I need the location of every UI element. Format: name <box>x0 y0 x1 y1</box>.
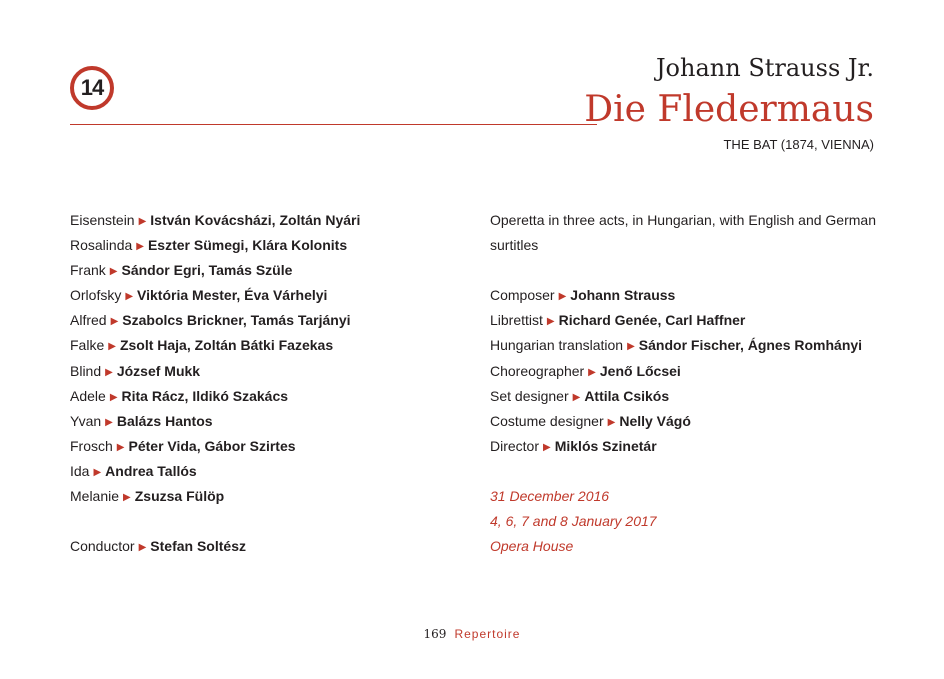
credit-names: Attila Csikós <box>584 387 670 404</box>
page-title: Die Fledermaus <box>584 89 874 130</box>
performer-names: Szabolcs Brickner, Tamás Tarjányi <box>122 312 351 329</box>
performer-names: Péter Vida, Gábor Szirtes <box>128 437 296 454</box>
role-label: Rosalinda <box>70 237 133 254</box>
performer-names: Eszter Sümegi, Klára Kolonits <box>147 237 348 254</box>
cast-row <box>70 233 360 258</box>
credit-row <box>490 333 876 358</box>
role-label: Director <box>490 437 540 454</box>
triangle-right-icon: ▶ <box>109 266 118 278</box>
cast-row <box>70 258 360 283</box>
triangle-right-icon: ▶ <box>138 216 147 227</box>
performance-venue: Opera House <box>490 538 574 555</box>
performer-names: József Mukk <box>116 362 201 379</box>
role-label: Composer <box>490 287 555 304</box>
role-label: Frosch <box>70 437 113 454</box>
role-label: Yvan <box>70 412 102 429</box>
credit-row <box>490 359 876 384</box>
triangle-right-icon: ▶ <box>116 441 125 453</box>
composer-name: Johann Strauss Jr. <box>655 54 874 82</box>
triangle-right-icon: ▶ <box>105 366 113 378</box>
role-label: Frank <box>70 262 106 279</box>
page-footer <box>0 627 944 641</box>
triangle-right-icon: ▶ <box>546 316 555 328</box>
role-label: Melanie <box>70 488 120 505</box>
performer-names: Balázs Hantos <box>116 412 213 429</box>
page-number: 169 <box>423 627 447 641</box>
triangle-right-icon: ▶ <box>572 391 581 403</box>
credit-names: Nelly Vágó <box>619 412 691 429</box>
triangle-right-icon: ▶ <box>136 241 144 253</box>
credit-names: Johann Strauss <box>570 287 676 304</box>
credit-names: Sándor Fischer, Ágnes Romhányi <box>638 337 863 354</box>
cast-row <box>70 283 360 308</box>
cast-row <box>70 459 360 484</box>
description-line: surtitles <box>490 237 539 254</box>
role-label: Ida <box>70 462 90 479</box>
triangle-right-icon: ▶ <box>607 416 616 428</box>
role-label: Adele <box>70 387 106 404</box>
credit-row <box>490 308 876 333</box>
spacer <box>490 459 876 484</box>
credit-row <box>490 434 876 459</box>
performer-names: István Kovácsházi, Zoltán Nyári <box>150 212 361 228</box>
spacer <box>490 258 876 283</box>
performance-date: 4, 6, 7 and 8 January 2017 <box>490 513 657 530</box>
conductor-row <box>70 534 360 559</box>
credit-names: Richard Genée, Carl Haffner <box>558 312 746 329</box>
role-label: Falke <box>70 337 105 354</box>
triangle-right-icon: ▶ <box>123 492 131 504</box>
cast-row <box>70 308 360 333</box>
triangle-right-icon: ▶ <box>110 316 119 328</box>
role-label: Orlofsky <box>70 287 122 304</box>
triangle-right-icon: ▶ <box>125 291 134 303</box>
role-label: Eisenstein <box>70 212 135 228</box>
triangle-right-icon: ▶ <box>93 466 102 478</box>
triangle-right-icon: ▶ <box>109 391 118 403</box>
triangle-right-icon: ▶ <box>138 542 147 554</box>
cast-list <box>70 208 360 559</box>
triangle-right-icon: ▶ <box>105 416 113 428</box>
chapter-number-badge <box>70 66 114 110</box>
performer-names: Zsuzsa Fülöp <box>134 488 225 505</box>
performance-date: 31 December 2016 <box>490 488 610 505</box>
header-divider <box>70 124 597 125</box>
performer-names: Stefan Soltész <box>150 538 246 555</box>
production-info <box>490 208 876 559</box>
section-name: Repertoire <box>454 627 521 641</box>
role-label: Costume designer <box>490 412 604 429</box>
triangle-right-icon: ▶ <box>108 341 116 353</box>
credit-names: Jenő Lőcsei <box>599 362 681 379</box>
performer-names: Rita Rácz, Ildikó Szakács <box>121 387 289 404</box>
credit-row <box>490 384 876 409</box>
triangle-right-icon: ▶ <box>627 341 635 353</box>
cast-row <box>70 409 360 434</box>
role-label: Librettist <box>490 312 543 329</box>
triangle-right-icon: ▶ <box>543 441 551 453</box>
performer-names: Sándor Egri, Tamás Szüle <box>121 262 293 279</box>
description-line: Operetta in three acts, in Hungarian, with English and German <box>490 212 876 228</box>
performer-names: Andrea Tallós <box>105 462 197 479</box>
role-label: Choreographer <box>490 362 585 379</box>
performer-names: Viktória Mester, Éva Várhelyi <box>137 287 328 304</box>
role-label: Blind <box>70 362 102 379</box>
chapter-number: 14 <box>80 75 104 100</box>
role-label: Set designer <box>490 387 569 404</box>
cast-row <box>70 359 360 384</box>
cast-row <box>70 484 360 509</box>
triangle-right-icon: ▶ <box>588 366 596 378</box>
credit-row <box>490 283 876 308</box>
spacer <box>70 509 360 534</box>
role-label: Alfred <box>70 312 107 329</box>
credit-row <box>490 409 876 434</box>
role-label: Conductor <box>70 538 135 555</box>
cast-row <box>70 434 360 459</box>
triangle-right-icon: ▶ <box>558 291 567 303</box>
cast-row <box>70 208 360 233</box>
role-label: Hungarian translation <box>490 337 624 354</box>
page-subtitle: THE BAT (1874, VIENNA) <box>723 137 874 152</box>
credit-names: Miklós Szinetár <box>554 437 657 454</box>
performer-names: Zsolt Haja, Zoltán Bátki Fazekas <box>119 337 334 354</box>
cast-row <box>70 333 360 358</box>
cast-row <box>70 384 360 409</box>
